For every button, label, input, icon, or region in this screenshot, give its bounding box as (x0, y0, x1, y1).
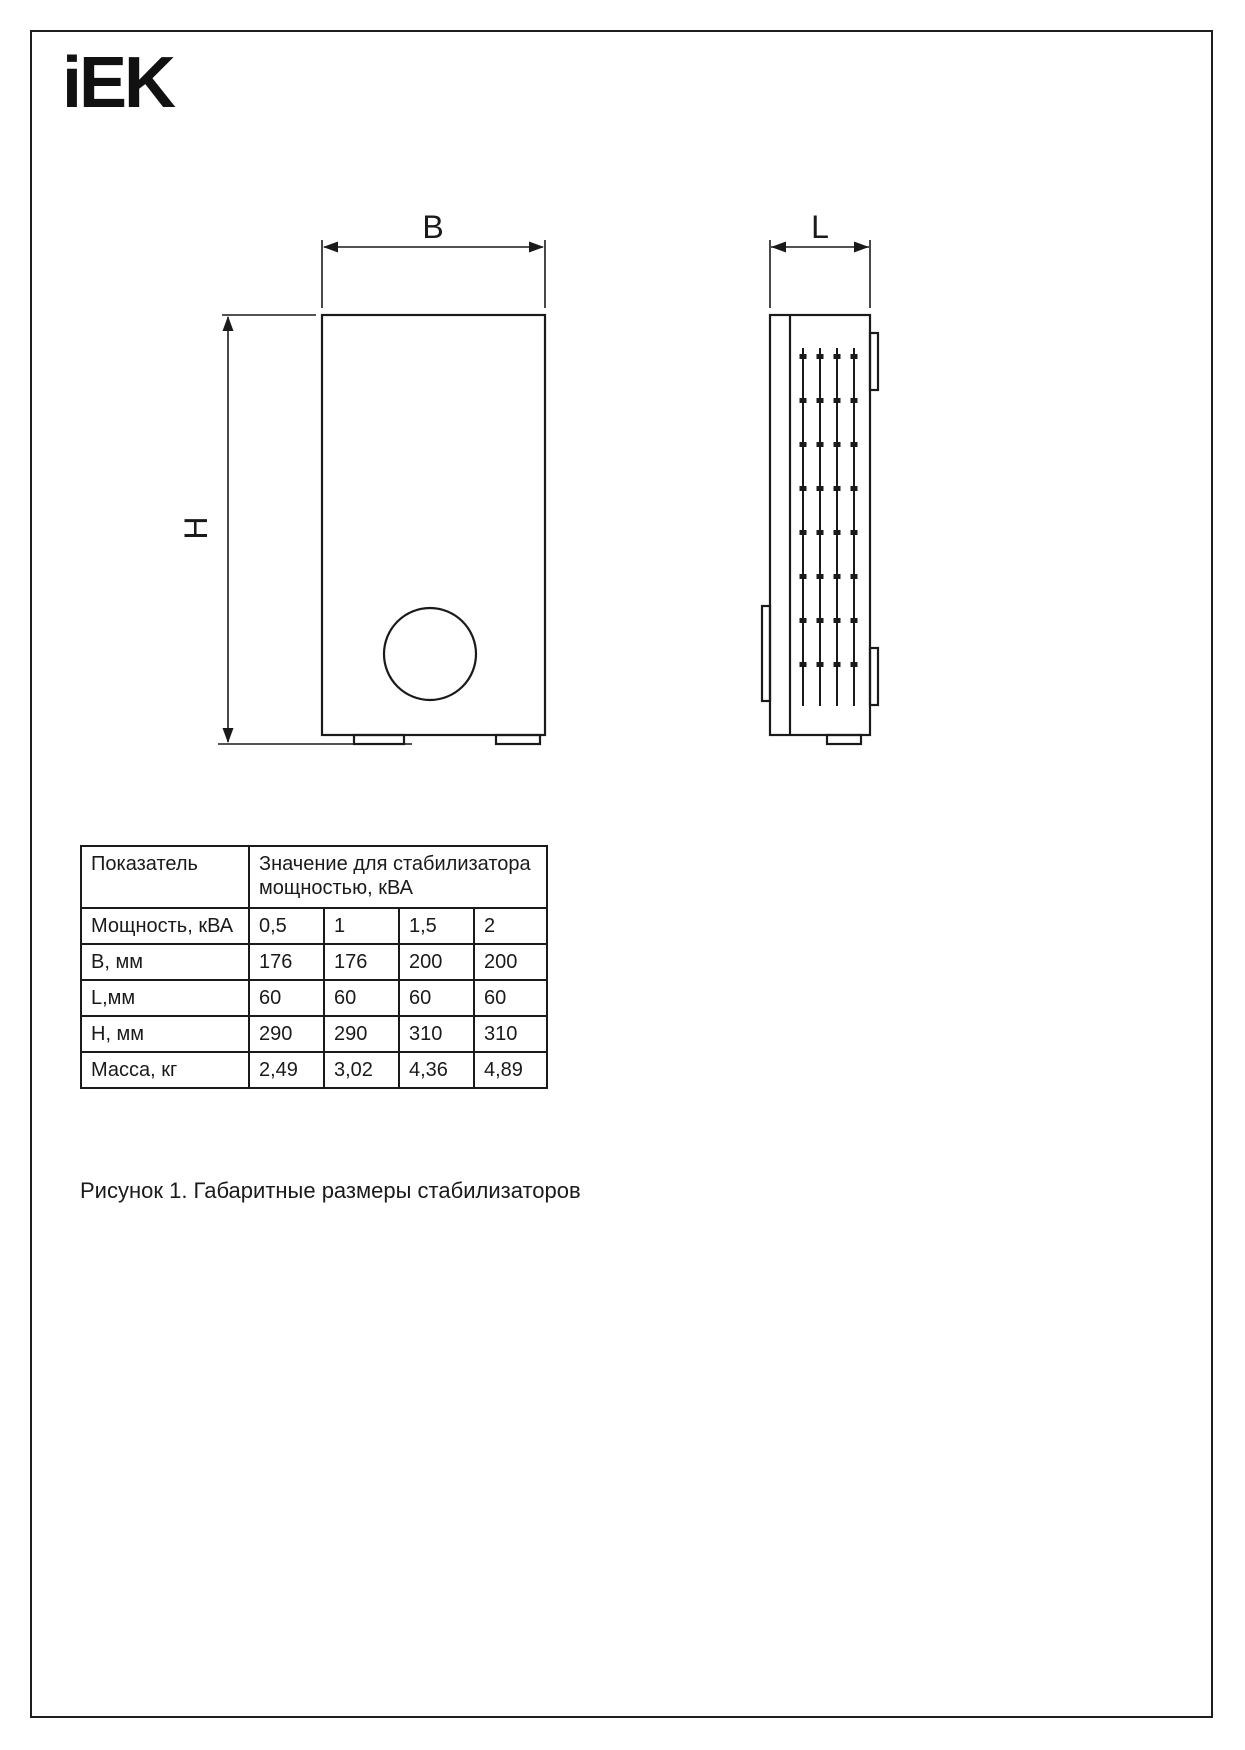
cell: 3,02 (324, 1052, 399, 1088)
arrowhead-left (771, 242, 786, 253)
cell: 60 (474, 980, 547, 1016)
dim-label-B: B (422, 209, 444, 245)
table-row (81, 1052, 547, 1088)
cell: 2 (474, 908, 547, 944)
table-row (81, 1016, 547, 1052)
cell: 60 (324, 980, 399, 1016)
header-values: Значение для стабилизатора мощностью, кВА (249, 846, 547, 908)
row-label: Масса, кг (81, 1052, 249, 1088)
arrowhead-top (223, 316, 234, 331)
front-view (322, 315, 545, 744)
side-foot (827, 735, 861, 744)
dimensional-drawing (0, 0, 1245, 800)
table-row (81, 908, 547, 944)
cell: 176 (249, 944, 324, 980)
arrowhead-bottom (223, 728, 234, 743)
front-foot-left (354, 735, 404, 744)
dimension-H (218, 315, 412, 744)
cell: 0,5 (249, 908, 324, 944)
side-tab-right-top (870, 333, 878, 390)
ventilation-slots (803, 348, 854, 706)
row-label: В, мм (81, 944, 249, 980)
dimension-L (770, 240, 870, 308)
side-tab-right-bottom (870, 648, 878, 705)
dimension-B (322, 240, 545, 308)
cell: 60 (249, 980, 324, 1016)
front-foot-right (496, 735, 540, 744)
table-header-row (81, 846, 547, 908)
arrowhead-right (854, 242, 869, 253)
side-tab-left-bottom (762, 606, 770, 701)
table-row (81, 944, 547, 980)
cell: 200 (474, 944, 547, 980)
row-label: L,мм (81, 980, 249, 1016)
cable-gland-circle (384, 608, 476, 700)
row-label: Н, мм (81, 1016, 249, 1052)
table-row (81, 980, 547, 1016)
arrowhead-left (323, 242, 338, 253)
cell: 310 (474, 1016, 547, 1052)
row-label: Мощность, кВА (81, 908, 249, 944)
cell: 290 (324, 1016, 399, 1052)
cell: 2,49 (249, 1052, 324, 1088)
stabilizer-body-front (322, 315, 545, 735)
cell: 310 (399, 1016, 474, 1052)
cell: 200 (399, 944, 474, 980)
cell: 176 (324, 944, 399, 980)
cell: 60 (399, 980, 474, 1016)
iek-logo: iEK (62, 43, 174, 123)
cell: 1 (324, 908, 399, 944)
dim-label-H: H (178, 516, 214, 540)
cell: 290 (249, 1016, 324, 1052)
header-indicator: Показатель (81, 846, 249, 908)
dimensions-table (80, 845, 548, 1089)
dim-label-L: L (811, 209, 829, 245)
cell: 4,89 (474, 1052, 547, 1088)
figure-caption: Рисунок 1. Габаритные размеры стабилизаторов (80, 1178, 581, 1203)
cell: 4,36 (399, 1052, 474, 1088)
cell: 1,5 (399, 908, 474, 944)
arrowhead-right (529, 242, 544, 253)
